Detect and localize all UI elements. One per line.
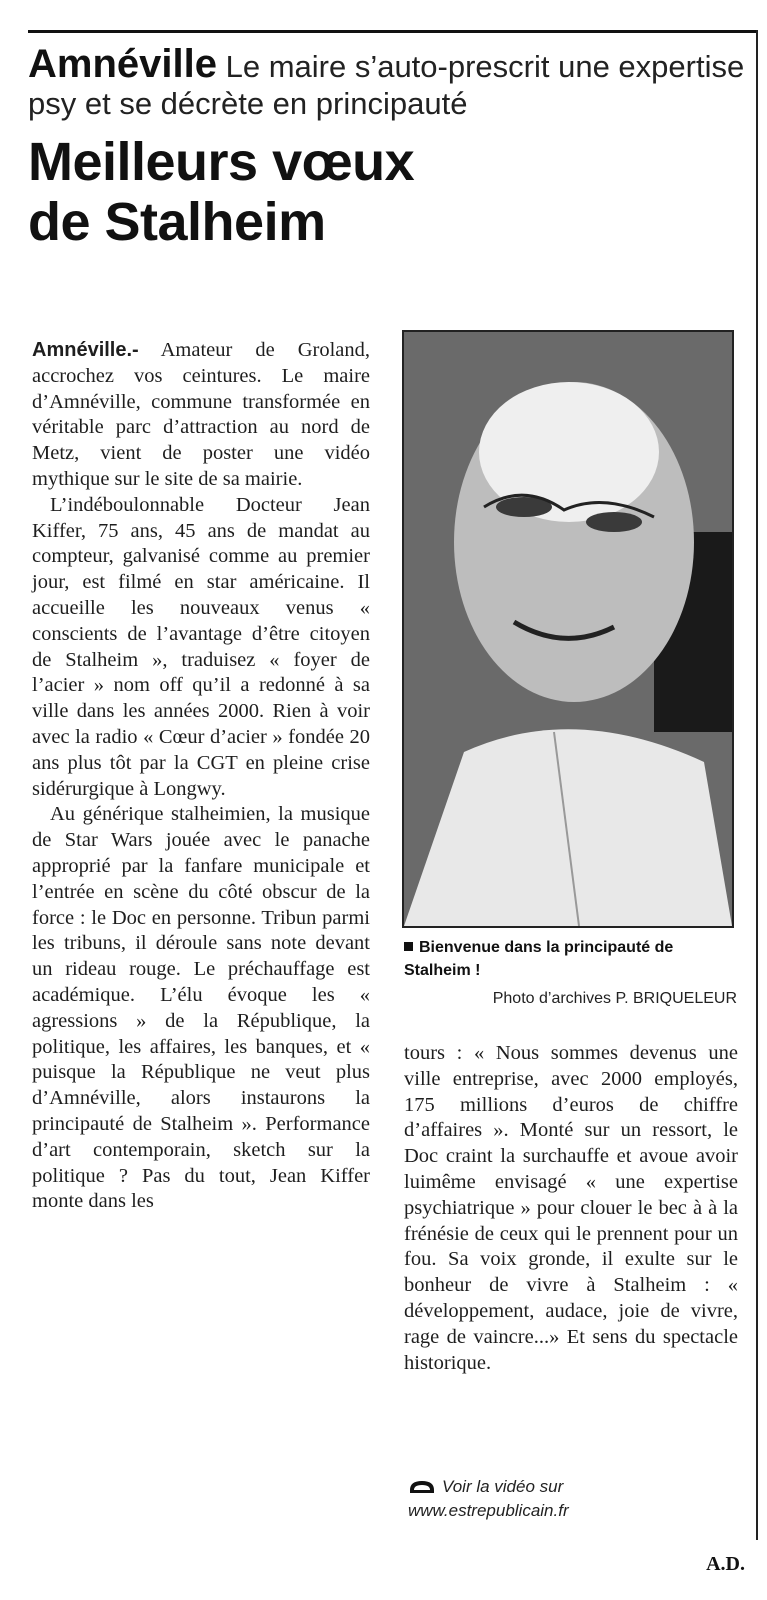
portrait-illustration xyxy=(404,332,732,926)
headline xyxy=(28,132,756,252)
paragraph-1 xyxy=(32,338,370,493)
caption-text: Bienvenue dans la principauté de Stalheim ! xyxy=(404,939,674,979)
headline-line-1: Meilleurs vœux xyxy=(28,132,415,192)
paragraph-4: tours : « Nous sommes devenus une ville entreprise, avec 2000 employés, 175 millions d’euros de chiffre d’affaires ». Monté sur un ressort, le Doc craint la surchauffe et avoue avoir luimême envisagé « une expertise psychiatrique » pour clouer le bec à à la frénésie de ceux qui le prennent pour un fou. Sa voix gronde, il exulte sur le bonheur de vivre à Stalheim : « développement, audace, joie de vivre, rage de vaincre...» Et sens du spectacle historique. xyxy=(404,1042,738,1374)
video-url[interactable]: www.estrepublicain.fr xyxy=(408,1501,569,1520)
paragraph-3: Au générique stalheimien, la musique de Star Wars jouée avec le panache approprié par la fanfare municipale et l’entrée en scène du côté obscur de la force : le Doc en personne. Tribun parmi les tribuns, il déroule sans note devant un rideau rouge. Le préchauffage est académique. L’élu évoque les « agressions » de la République, la politique, les affaires, les banques, et « puisque la République ne veut plus d’Amnéville, alors instaurons la principauté de Stalheim ». Performance d’art contemporain, sketch sur la politique ? Pas du tout, Jean Kiffer monte dans les xyxy=(32,803,370,1213)
byline: A.D. xyxy=(706,1553,745,1575)
kicker-text: Le maire s’auto-prescrit une expertise psy et se décrète en principauté xyxy=(28,49,745,121)
top-rule xyxy=(28,30,756,33)
paragraph-1-text: Amateur de Groland, accrochez vos ceintures. Le maire d’Amnéville, commune transformée en véritable parc d’attraction au nord de Metz, vient de poster une vidéo mythique sur le site de sa mairie. xyxy=(32,339,370,490)
video-link[interactable] xyxy=(408,1475,708,1523)
article-column-1 xyxy=(32,338,370,1215)
kicker-place: Amnéville xyxy=(28,42,217,86)
portrait-photo xyxy=(402,330,734,928)
article-column-2 xyxy=(404,1041,738,1376)
lead-place: Amnéville.- xyxy=(32,339,139,361)
camera-icon xyxy=(408,1478,436,1494)
paragraph-2: L’indéboulonnable Docteur Jean Kiffer, 75 ans, 45 ans de mandat au compteur, galvanisé comme au premier jour, est filmé en star américaine. Il accueille les nouveaux venus « conscients de l’avantage d’être citoyen de Stalheim », traduisez « foyer de l’acier » nom off qu’il a redonné à sa ville dans les années 2000. Rien à voir avec la radio « Cœur d’acier » fondée 20 ans plus tôt par la CGT en pleine crise sidérurgique à Longwy. xyxy=(32,493,370,800)
video-label: Voir la vidéo sur xyxy=(442,1477,564,1496)
kicker xyxy=(28,42,756,122)
photo-credit: Photo d’archives P. BRIQUELEUR xyxy=(492,990,737,1007)
photo-caption xyxy=(404,936,740,982)
right-rule xyxy=(756,30,758,1540)
headline-line-2: de Stalheim xyxy=(28,192,326,252)
caption-bullet-icon xyxy=(404,942,413,951)
